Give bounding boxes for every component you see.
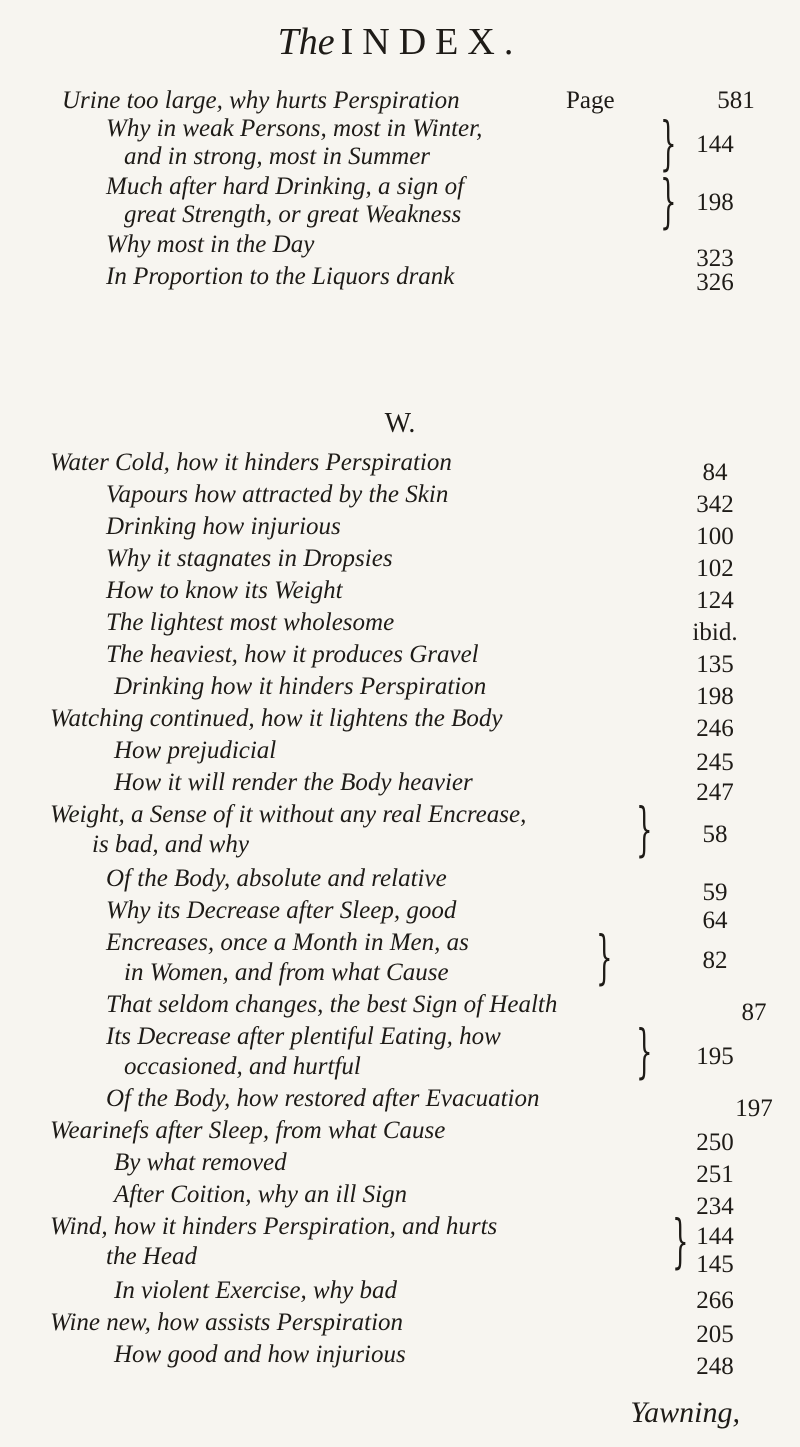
entry-page: 197	[735, 1095, 773, 1122]
entry-text: How to know its Weight	[106, 577, 343, 604]
entry-page: 326	[696, 269, 734, 296]
entry-text: Vapours how attracted by the Skin	[106, 481, 449, 508]
entry-text: Drinking how it hinders Perspiration	[114, 673, 487, 700]
entry-text: Wind, how it hinders Perspiration, and hurts	[50, 1213, 498, 1240]
entry-text: How good and how injurious	[114, 1341, 406, 1368]
page-header	[0, 20, 800, 64]
entry-page: 323	[696, 245, 734, 272]
entry-page: 342	[696, 491, 734, 518]
entry-text: in Women, and from what Cause	[124, 959, 449, 986]
brace-mark: }	[636, 795, 653, 863]
brace-mark: }	[596, 923, 613, 991]
entry-text: great Strength, or great Weakness	[124, 201, 462, 228]
entry-text: The heaviest, how it produces Gravel	[106, 641, 479, 668]
entry-page: 82	[702, 947, 728, 974]
entry-text: occasioned, and hurtful	[124, 1053, 361, 1080]
entry-text: Encreases, once a Month in Men, as	[106, 929, 469, 956]
entry-text: Of the Body, how restored after Evacuation	[106, 1085, 540, 1112]
brace-mark: }	[636, 1017, 653, 1085]
entry-text: Drinking how injurious	[106, 513, 341, 540]
entry-page: 245	[696, 749, 734, 776]
entry-text: Much after hard Drinking, a sign of	[106, 173, 465, 200]
entry-text: Its Decrease after plentiful Eating, how	[106, 1023, 501, 1050]
brace-mark: }	[672, 1207, 689, 1275]
entry-page: 250	[696, 1129, 734, 1156]
entry-text: the Head	[106, 1243, 197, 1270]
entry-page: ibid.	[692, 619, 738, 646]
entry-text: Weight, a Sense of it without any real Encrease,	[50, 801, 527, 828]
header-index: INDEX.	[340, 21, 523, 63]
entry-text: That seldom changes, the best Sign of Health	[106, 991, 558, 1018]
entry-page: 246	[696, 715, 734, 742]
entry-page: 251	[696, 1161, 734, 1188]
catchword: Yawning,	[630, 1396, 740, 1429]
entry-page: 102	[696, 555, 734, 582]
entry-page: 144	[696, 131, 734, 158]
entry-text: After Coition, why an ill Sign	[114, 1181, 408, 1208]
entry-page: 59	[702, 879, 728, 906]
entry-page: 124	[696, 587, 734, 614]
entry-text: Wearinefs after Sleep, from what Cause	[50, 1117, 446, 1144]
entry-text: Watching continued, how it lightens the Body	[50, 705, 503, 732]
entry-text: In Proportion to the Liquors drank	[106, 263, 455, 290]
entry-page: 198	[696, 683, 734, 710]
entry-page: 64	[702, 907, 728, 934]
entry-page: 248	[696, 1353, 734, 1380]
entry-page: 195	[696, 1043, 734, 1070]
brace-mark: }	[660, 109, 677, 177]
entry-page: 144	[696, 1223, 734, 1250]
entry-page: 266	[696, 1287, 734, 1314]
entry-text: Water Cold, how it hinders Perspiration	[50, 449, 452, 476]
entry-page: 135	[696, 651, 734, 678]
section-letter: W.	[384, 408, 416, 439]
entry-text: By what removed	[114, 1149, 287, 1176]
entry-text: Of the Body, absolute and relative	[106, 865, 447, 892]
entry-page: 145	[696, 1251, 734, 1278]
entry-page: 198	[696, 189, 734, 216]
entry-page: 100	[696, 523, 734, 550]
entry-text: In violent Exercise, why bad	[114, 1277, 398, 1304]
brace-mark: }	[660, 167, 677, 235]
entry-text: Urine too large, why hurts Perspiration	[62, 87, 460, 114]
entry-text: How prejudicial	[114, 737, 277, 764]
entry-text: How it will render the Body heavier	[114, 769, 473, 796]
entry-text: is bad, and why	[92, 831, 249, 858]
entry-page: 87	[741, 999, 767, 1026]
entry-page: 58	[702, 821, 728, 848]
entry-page: 247	[696, 779, 734, 806]
entry-text: Why most in the Day	[106, 231, 315, 258]
entry-page: 84	[702, 459, 728, 486]
entry-text: Why its Decrease after Sleep, good	[106, 897, 457, 924]
entry-text: The lightest most wholesome	[106, 609, 395, 636]
entry-page: 205	[696, 1321, 734, 1348]
entry-text: Why it stagnates in Dropsies	[106, 545, 393, 572]
entry-text: Why in weak Persons, most in Winter,	[106, 115, 483, 142]
entry-text: and in strong, most in Summer	[124, 143, 431, 170]
entry-page: 581	[717, 87, 755, 114]
entry-text: Wine new, how assists Perspiration	[50, 1309, 404, 1336]
page-label: Page	[566, 87, 615, 114]
entry-page: 234	[696, 1193, 734, 1220]
header-the: The	[277, 21, 335, 63]
